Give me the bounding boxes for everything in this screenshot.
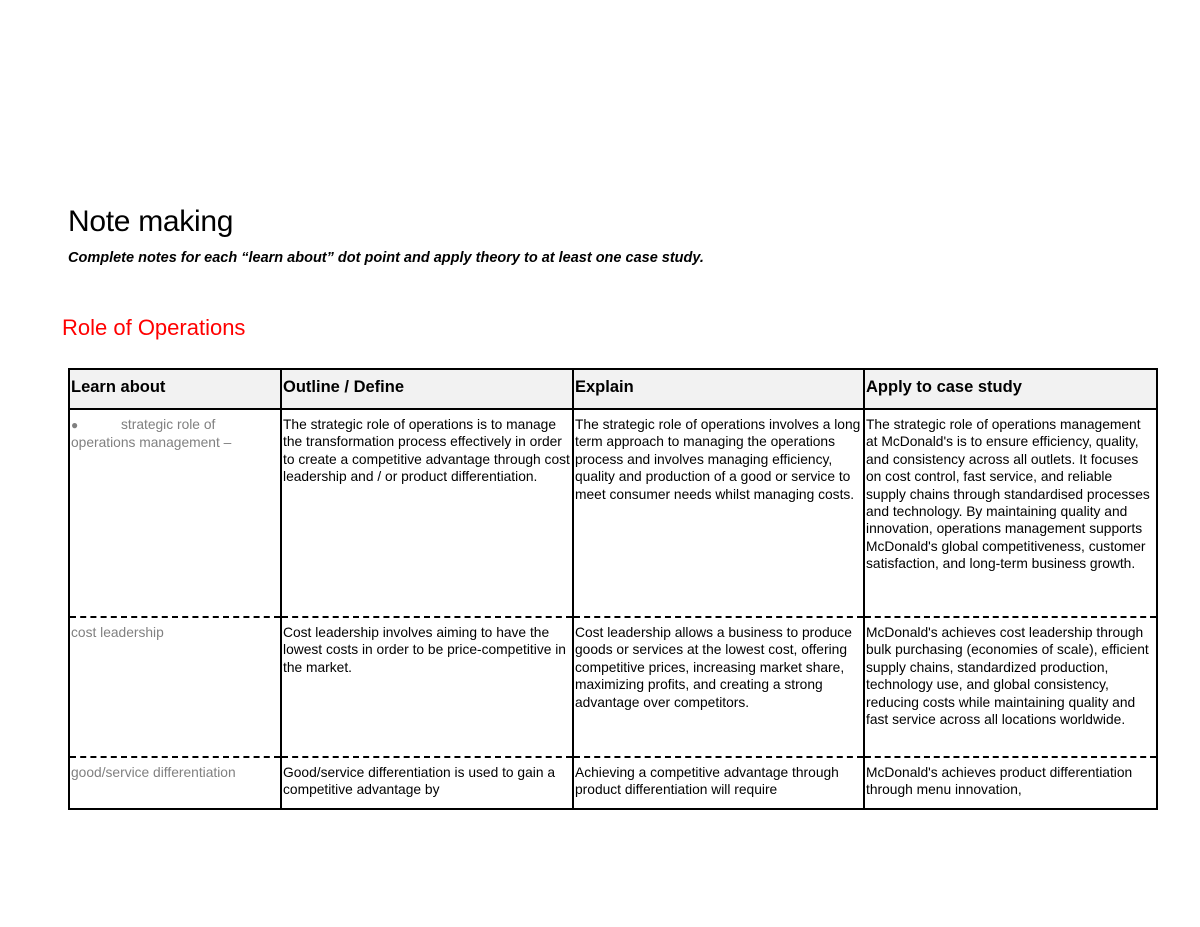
explain-cell: The strategic role of operations involves a long term approach to managing the operations process and involves managing efficiency, quality and production of a good or service to meet consumer needs whilst managing costs. (573, 409, 864, 617)
apply-cell: The strategic role of operations management at McDonald's is to ensure efficiency, quality, and consistency across all outlets. It focuses on cost control, fast service, and reliable supply chains through standardised processes and technology. By maintaining quality and innovation, operations management supports McDonald's global competitiveness, customer satisfaction, and long-term business growth. (864, 409, 1157, 617)
header-outline-define: Outline / Define (281, 369, 573, 409)
table-row (69, 617, 1157, 757)
page-title: Note making (68, 205, 234, 238)
table-row (69, 757, 1157, 809)
topic-cell: good/service differentiation (69, 757, 281, 809)
outline-cell: Good/service differentiation is used to gain a competitive advantage by (281, 757, 573, 809)
topic-text: strategic role of operations management – (71, 417, 232, 451)
table-header-row (69, 369, 1157, 409)
outline-cell: The strategic role of operations is to manage the transformation process effectively in order to create a competitive advantage through cost leadership and / or product differentiation. (281, 409, 573, 617)
bullet-icon: ● (71, 418, 79, 432)
section-heading: Role of Operations (62, 315, 246, 340)
instruction-text: Complete notes for each “learn about” dot point and apply theory to at least one case study. (68, 250, 704, 266)
topic-cell (69, 409, 281, 617)
explain-cell: Cost leadership allows a business to produce goods or services at the lowest cost, offering competitive prices, increasing market share, maximizing profits, and creating a strong advantage over competitors. (573, 617, 864, 757)
explain-cell: Achieving a competitive advantage through product differentiation will require (573, 757, 864, 809)
apply-cell: McDonald's achieves product differentiation through menu innovation, (864, 757, 1157, 809)
notes-table (68, 368, 1158, 810)
header-explain: Explain (573, 369, 864, 409)
topic-cell: cost leadership (69, 617, 281, 757)
outline-cell: Cost leadership involves aiming to have the lowest costs in order to be price-competitive in the market. (281, 617, 573, 757)
header-apply-case-study: Apply to case study (864, 369, 1157, 409)
apply-cell: McDonald's achieves cost leadership through bulk purchasing (economies of scale), efficient supply chains, standardized production, technology use, and global consistency, reducing costs while maintaining quality and fast service across all locations worldwide. (864, 617, 1157, 757)
header-learn-about: Learn about (69, 369, 281, 409)
table-row (69, 409, 1157, 617)
